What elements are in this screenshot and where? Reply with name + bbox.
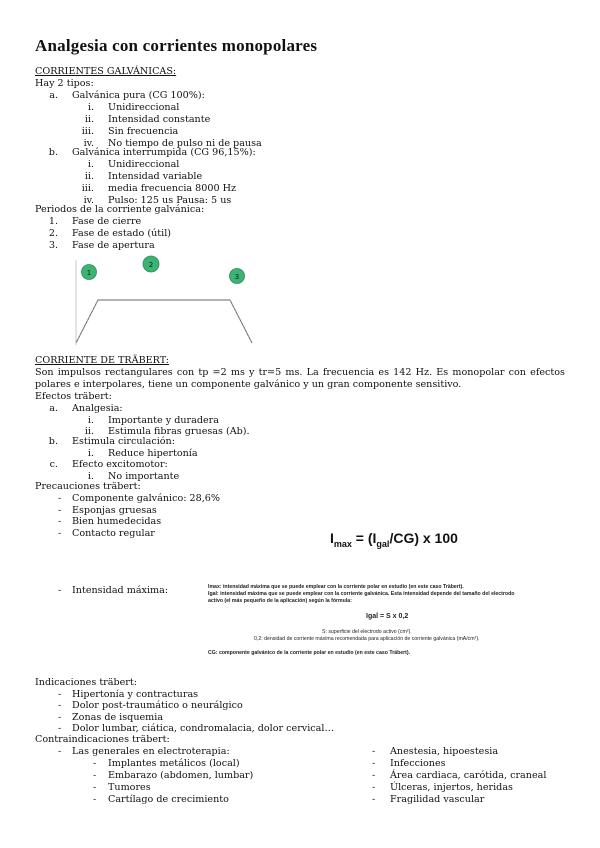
note-line: Igal: intensidad máxima que se puede emplear con la corriente galvánica. Esta intensidad depende del tamaño del electrodo <box>208 591 515 597</box>
max-intensity-formula <box>330 530 458 549</box>
list-marker: 3. <box>48 240 58 251</box>
list-marker: - <box>93 782 97 793</box>
list-marker: i. <box>87 471 94 482</box>
list-marker: ii. <box>84 171 94 182</box>
list-marker: c. <box>49 459 58 470</box>
list-item: Embarazo (abdomen, lumbar) <box>108 770 254 781</box>
list-marker: i. <box>87 415 94 426</box>
note-line: CG: componente galvánico de la corriente polar en estudio (en este caso Träbert). <box>208 650 411 656</box>
list-item: No tiempo de pulso ni de pausa <box>108 138 262 149</box>
contraindications-heading: Contraindicaciones träbert: <box>35 734 170 745</box>
formula-gal: gal <box>376 538 390 549</box>
list-marker: iii. <box>81 183 94 194</box>
list-item: Dolor lumbar, ciática, condromalacia, dolor cervical… <box>72 723 335 734</box>
formula-eq: = (I <box>351 530 377 546</box>
list-marker: - <box>58 505 62 516</box>
list-marker: a. <box>49 90 58 101</box>
list-item: Anestesia, hipoestesia <box>390 746 499 757</box>
list-item: Bien humedecidas <box>72 516 162 527</box>
list-item: Implantes metálicos (local) <box>108 758 240 769</box>
list-item: Fase de estado (útil) <box>72 228 172 239</box>
list-marker: 1. <box>48 216 58 227</box>
effects-heading: Efectos träbert: <box>35 391 112 402</box>
trabert-heading: CORRIENTE DE TRÄBERT: <box>35 355 169 366</box>
list-marker: - <box>58 689 62 700</box>
list-item: Estimula fibras gruesas (Ab). <box>108 426 250 437</box>
list-marker: a. <box>49 403 58 414</box>
list-item: Zonas de isquemia <box>72 712 164 723</box>
list-marker: - <box>372 770 376 781</box>
list-item: Infecciones <box>390 758 446 769</box>
list-marker: ii. <box>84 426 94 437</box>
list-item: Reduce hipertonía <box>108 448 198 459</box>
list-marker: - <box>58 516 62 527</box>
galvanic-formula: Igal = S x 0,2 <box>366 613 409 620</box>
list-item: Área cardiaca, carótida, craneal <box>390 770 547 781</box>
list-marker: - <box>58 493 62 504</box>
note-line: 0,2: densidad de corriente máxima recomendada para aplicación de corriente galvánica (mA/cm²). <box>254 636 480 642</box>
list-marker: - <box>372 746 376 757</box>
list-marker: - <box>93 758 97 769</box>
list-item: Importante y duradera <box>108 415 219 426</box>
list-item: Sin frecuencia <box>108 126 179 137</box>
list-item: Componente galvánico: 28,6% <box>72 493 220 504</box>
list-marker: b. <box>48 436 58 447</box>
list-marker: - <box>93 770 97 781</box>
page-title: Analgesia con corrientes monopolares <box>35 36 318 55</box>
list-marker: iv. <box>83 138 94 149</box>
trabert-description: Son impulsos rectangulares con tp =2 ms y tr=5 ms. La frecuencia es 142 Hz. Es monopolar con efectos polares e interpolares, tiene un componente galvánico y un gran componente sensitivo. <box>35 367 565 390</box>
galvanic-pure-label: Galvánica pura (CG 100%): <box>72 90 205 101</box>
contra-general-label: Las generales en electroterapia: <box>72 746 230 757</box>
formula-rest: /CG) x 100 <box>389 530 458 546</box>
list-marker: - <box>58 585 62 596</box>
list-marker: i. <box>87 159 94 170</box>
list-item: Unidireccional <box>108 159 180 170</box>
list-item: Fase de apertura <box>72 240 155 251</box>
list-item: Fragilidad vascular <box>390 794 485 805</box>
list-item: Unidireccional <box>108 102 180 113</box>
list-item: Pulso: 125 us Pausa: 5 us <box>108 195 232 206</box>
list-marker: - <box>372 758 376 769</box>
list-marker: iv. <box>83 195 94 206</box>
list-marker: - <box>58 528 62 539</box>
list-marker: - <box>58 700 62 711</box>
list-item: Tumores <box>108 782 151 793</box>
list-item: Úlceras, injertos, heridas <box>390 782 513 793</box>
list-marker: i. <box>87 448 94 459</box>
list-marker: b. <box>48 147 58 158</box>
list-marker: ii. <box>84 114 94 125</box>
list-item: Hipertonía y contracturas <box>72 689 199 700</box>
list-marker: - <box>58 723 62 734</box>
note-line: S: superficie del electrodo activo (cm²). <box>322 629 412 635</box>
note-line: activo (el más pequeño de la aplicación) según la fórmula: <box>208 598 352 604</box>
galvanic-interrupted-label: Galvánica interrumpida (CG 96,15%): <box>72 147 256 158</box>
list-marker: 2. <box>48 228 58 239</box>
phase-3-label: 3 <box>234 273 240 281</box>
galvanic-heading: CORRIENTES GALVÁNICAS: <box>35 66 177 77</box>
galvanic-types: Hay 2 tipos: <box>35 78 94 89</box>
list-item: Fase de cierre <box>72 216 142 227</box>
list-item: Estimula circulación: <box>72 436 175 447</box>
list-marker: - <box>93 794 97 805</box>
list-item: Cartílago de crecimiento <box>108 794 229 805</box>
max-intensity-label: Intensidad máxima: <box>72 585 169 596</box>
list-item: Intensidad constante <box>108 114 211 125</box>
list-item: Intensidad variable <box>108 171 203 182</box>
phase-1-label: 1 <box>86 269 92 277</box>
note-line: Imax: intensidad máxima que se puede emplear con la corriente polar en estudio (en este caso Träbert). <box>208 584 464 590</box>
list-marker: i. <box>87 102 94 113</box>
list-item: Esponjas gruesas <box>72 505 157 516</box>
formula-i: I <box>330 530 334 546</box>
list-item: Efecto excitomotor: <box>72 459 168 470</box>
list-item: No importante <box>108 471 180 482</box>
formula-max: max <box>333 538 352 549</box>
phase-2-label: 2 <box>148 261 154 269</box>
indications-heading: Indicaciones träbert: <box>35 677 137 688</box>
trapezoid-line <box>76 300 252 343</box>
galvanic-periods: Periodos de la corriente galvánica: <box>35 204 205 215</box>
list-item: media frecuencia 8000 Hz <box>108 183 237 194</box>
list-marker: - <box>372 782 376 793</box>
list-item: Analgesia: <box>72 403 123 414</box>
list-marker: - <box>58 746 62 757</box>
list-item: Contacto regular <box>72 528 155 539</box>
precautions-heading: Precauciones träbert: <box>35 481 141 492</box>
list-marker: - <box>58 712 62 723</box>
list-item: Dolor post-traumático o neurálgico <box>72 700 243 711</box>
list-marker: iii. <box>81 126 94 137</box>
list-marker: - <box>372 794 376 805</box>
